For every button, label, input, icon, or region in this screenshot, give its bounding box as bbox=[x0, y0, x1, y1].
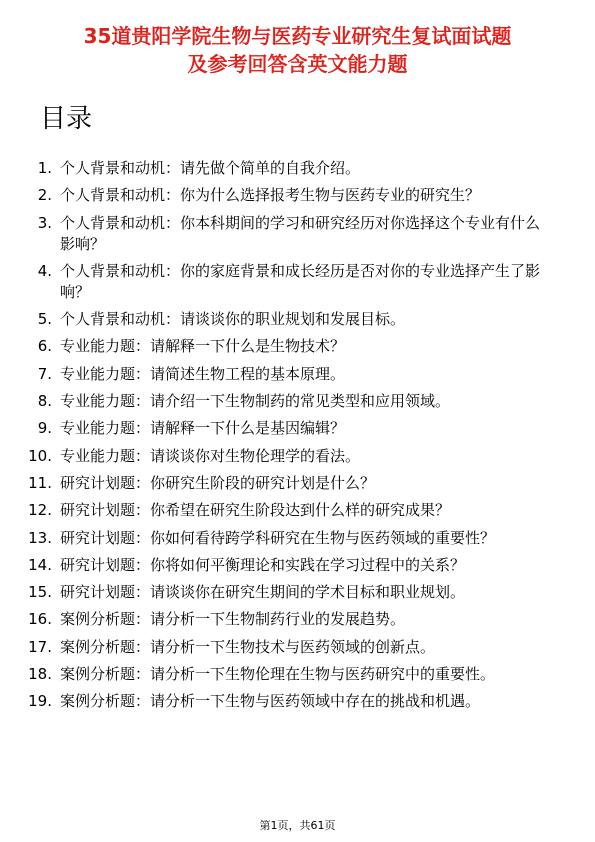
toc-item-text: 案例分析题：请分析一下生物技术与医药领域的创新点。 bbox=[60, 637, 436, 656]
toc-item-text: 专业能力题：请解释一下什么是基因编辑？ bbox=[60, 419, 346, 438]
toc-item-text: 研究计划题：你希望在研究生阶段达到什么样的研究成果？ bbox=[60, 501, 451, 520]
toc-item[interactable] bbox=[0, 213, 595, 255]
toc-item-text: 研究计划题：你如何看待跨学科研究在生物与医药领域的重要性？ bbox=[60, 528, 496, 547]
toc-item[interactable] bbox=[0, 664, 595, 685]
toc-item[interactable] bbox=[0, 691, 595, 712]
toc-item-number: 4. bbox=[37, 261, 52, 280]
toc-item[interactable] bbox=[0, 391, 595, 412]
toc-item[interactable] bbox=[0, 473, 595, 494]
toc-item-number: 7. bbox=[37, 364, 52, 383]
toc-item-text: 研究计划题：请谈谈你在研究生期间的学术目标和职业规划。 bbox=[60, 583, 466, 602]
toc-item-text: 个人背景和动机：你为什么选择报考生物与医药专业的研究生？ bbox=[60, 186, 481, 205]
toc-item[interactable] bbox=[0, 555, 595, 576]
toc-item-text: 专业能力题：请简述生物工程的基本原理。 bbox=[60, 364, 346, 383]
toc-item-text: 个人背景和动机：请先做个简单的自我介绍。 bbox=[60, 159, 361, 177]
toc-item[interactable] bbox=[0, 637, 595, 658]
toc-item-number: 8. bbox=[37, 392, 52, 411]
page-footer: 第1页，共61页 bbox=[259, 819, 336, 832]
toc-item-text: 案例分析题：请分析一下生物伦理在生物与医药研究中的重要性。 bbox=[60, 665, 496, 684]
toc-item-text: 专业能力题：请谈谈你对生物伦理学的看法。 bbox=[60, 446, 361, 465]
toc-item-number: 12. bbox=[28, 501, 52, 520]
document-title bbox=[40, 22, 555, 78]
toc-item[interactable] bbox=[0, 185, 595, 206]
toc-item[interactable] bbox=[0, 364, 595, 385]
toc-item-number: 18. bbox=[28, 665, 52, 684]
document-title-line-2: 及参考回答含英文能力题 bbox=[187, 52, 408, 76]
toc-item[interactable] bbox=[0, 336, 595, 357]
toc-item-number: 6. bbox=[37, 337, 52, 356]
toc-item-number: 16. bbox=[28, 610, 52, 629]
toc-item[interactable] bbox=[0, 528, 595, 549]
toc-item[interactable] bbox=[0, 609, 595, 630]
toc-item-text: 个人背景和动机：你本科期间的学习和研究经历对你选择这个专业有什么影响？ bbox=[60, 213, 541, 253]
toc-list bbox=[0, 158, 595, 719]
toc-item-number: 13. bbox=[28, 528, 52, 547]
document-title-line-1: 35道贵阳学院生物与医药专业研究生复试面试题 bbox=[83, 24, 512, 48]
toc-item-number: 11. bbox=[28, 473, 52, 492]
toc-item-number: 1. bbox=[37, 159, 52, 177]
toc-item-number: 3. bbox=[37, 213, 52, 232]
toc-item-number: 5. bbox=[37, 310, 52, 329]
toc-item[interactable] bbox=[0, 418, 595, 439]
toc-item-text: 个人背景和动机：你的家庭背景和成长经历是否对你的专业选择产生了影响？ bbox=[60, 261, 541, 301]
toc-item-number: 15. bbox=[28, 583, 52, 602]
toc-item[interactable] bbox=[0, 158, 595, 179]
toc-item[interactable] bbox=[0, 446, 595, 467]
toc-item-number: 9. bbox=[37, 419, 52, 438]
toc-item-text: 个人背景和动机：请谈谈你的职业规划和发展目标。 bbox=[60, 310, 406, 329]
toc-item-number: 14. bbox=[28, 555, 52, 574]
toc-heading: 目录 bbox=[40, 104, 93, 134]
toc-item[interactable] bbox=[0, 309, 595, 330]
toc-item-text: 案例分析题：请分析一下生物制药行业的发展趋势。 bbox=[60, 610, 406, 629]
toc-item[interactable] bbox=[0, 261, 595, 303]
toc-item-text: 研究计划题：你将如何平衡理论和实践在学习过程中的关系？ bbox=[60, 555, 466, 574]
toc-item-number: 19. bbox=[28, 692, 52, 711]
toc-item[interactable] bbox=[0, 500, 595, 521]
toc-item-text: 研究计划题：你研究生阶段的研究计划是什么？ bbox=[60, 473, 376, 492]
toc-item[interactable] bbox=[0, 582, 595, 603]
toc-item-text: 专业能力题：请介绍一下生物制药的常见类型和应用领域。 bbox=[60, 392, 451, 411]
toc-item-number: 10. bbox=[28, 446, 52, 465]
toc-item-number: 17. bbox=[28, 637, 52, 656]
toc-item-text: 专业能力题：请解释一下什么是生物技术？ bbox=[60, 337, 346, 356]
toc-item-number: 2. bbox=[37, 186, 52, 205]
toc-item-text: 案例分析题：请分析一下生物与医药领域中存在的挑战和机遇。 bbox=[60, 692, 481, 711]
